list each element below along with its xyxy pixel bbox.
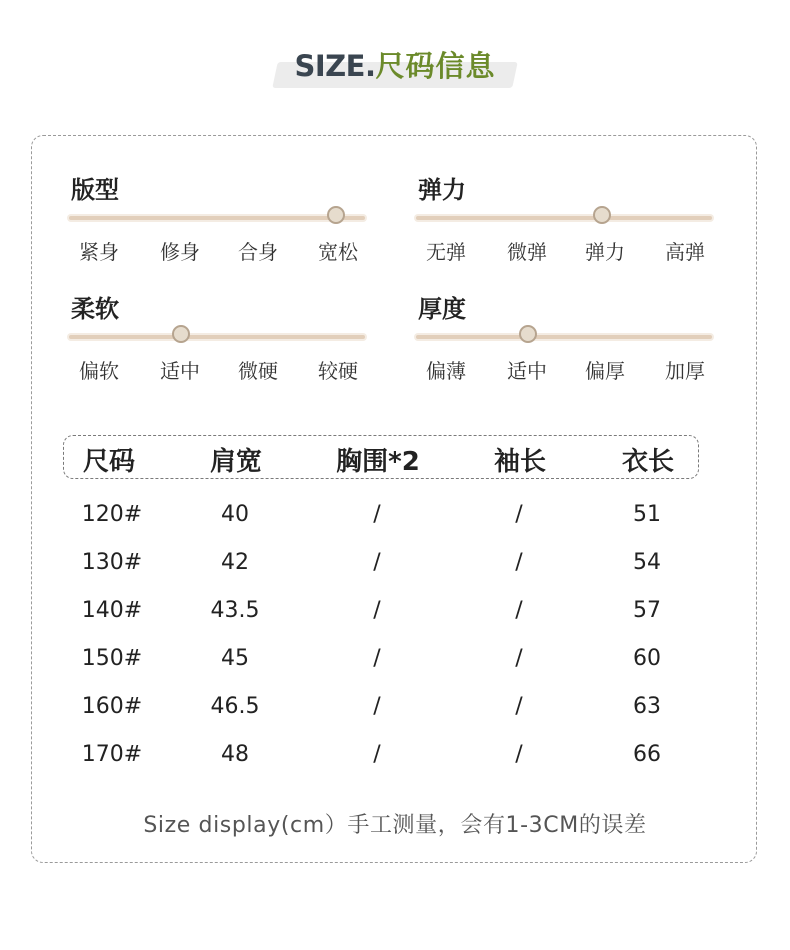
table-cell: 63	[633, 694, 661, 719]
attribute-option: 弹力	[585, 240, 625, 264]
attribute-track	[67, 214, 367, 222]
attribute-option: 偏厚	[585, 359, 625, 383]
table-cell: 66	[633, 742, 661, 767]
table-cell: 120#	[81, 502, 143, 527]
attribute-name: 弹力	[418, 176, 466, 204]
attribute-option: 加厚	[665, 359, 705, 383]
column-header-length: 衣长	[621, 447, 674, 477]
table-cell: 160#	[81, 694, 143, 719]
attribute-track	[67, 333, 367, 341]
table-cell: 40	[221, 502, 249, 527]
attribute-options	[67, 236, 367, 262]
attribute-name: 厚度	[418, 295, 466, 323]
table-row	[0, 502, 790, 538]
table-row	[0, 694, 790, 730]
attribute-name: 版型	[71, 176, 119, 204]
table-row	[0, 646, 790, 682]
attribute-option: 偏薄	[426, 359, 466, 383]
column-header-sleeve: 袖长	[493, 447, 546, 477]
attribute-knob	[327, 206, 345, 224]
table-cell: 150#	[81, 646, 143, 671]
table-cell: 43.5	[210, 598, 260, 623]
table-cell: 57	[633, 598, 661, 623]
table-cell: 54	[633, 550, 661, 575]
table-cell: /	[373, 742, 381, 767]
attribute-option: 宽松	[318, 240, 358, 264]
table-cell: /	[515, 742, 523, 767]
attribute-options	[67, 355, 367, 381]
column-header-chest: 胸围*2	[336, 447, 420, 477]
attribute-track	[414, 333, 714, 341]
table-cell: 60	[633, 646, 661, 671]
table-row	[0, 742, 790, 778]
table-cell: /	[373, 646, 381, 671]
table-cell: 140#	[81, 598, 143, 623]
attribute-knob	[172, 325, 190, 343]
table-cell: /	[373, 550, 381, 575]
size-table-header	[63, 435, 699, 479]
table-cell: /	[373, 694, 381, 719]
column-header-size: 尺码	[82, 447, 135, 477]
attribute-option: 无弹	[426, 240, 466, 264]
table-cell: /	[373, 502, 381, 527]
attribute-option: 较硬	[318, 359, 358, 383]
attribute-option: 适中	[160, 359, 200, 383]
column-header-shoulder: 肩宽	[209, 447, 262, 477]
table-cell: 45	[221, 646, 249, 671]
table-cell: 170#	[81, 742, 143, 767]
attribute-option: 微弹	[507, 240, 547, 264]
page-title-cn: 尺码信息	[375, 49, 496, 83]
attribute-track	[414, 214, 714, 222]
page-title-en: SIZE.	[294, 49, 376, 83]
attribute-options	[414, 355, 714, 381]
page-title	[0, 44, 790, 85]
table-cell: /	[515, 598, 523, 623]
attribute-option: 紧身	[79, 240, 119, 264]
attribute-knob	[593, 206, 611, 224]
table-cell: 46.5	[210, 694, 260, 719]
attribute-option: 合身	[238, 240, 278, 264]
table-row	[0, 550, 790, 586]
attribute-option: 修身	[160, 240, 200, 264]
table-row	[0, 598, 790, 634]
table-cell: /	[515, 550, 523, 575]
attribute-options	[414, 236, 714, 262]
attribute-knob	[519, 325, 537, 343]
table-cell: /	[515, 502, 523, 527]
table-cell: /	[373, 598, 381, 623]
attribute-option: 适中	[507, 359, 547, 383]
table-cell: 51	[633, 502, 661, 527]
table-cell: 42	[221, 550, 249, 575]
table-cell: /	[515, 694, 523, 719]
measurement-note: Size display(cm）手工测量，会有1-3CM的误差	[143, 813, 647, 838]
attribute-name: 柔软	[71, 295, 119, 323]
table-cell: /	[515, 646, 523, 671]
attribute-option: 高弹	[665, 240, 705, 264]
attribute-option: 偏软	[79, 359, 119, 383]
table-cell: 48	[221, 742, 249, 767]
attribute-option: 微硬	[238, 359, 278, 383]
table-cell: 130#	[81, 550, 143, 575]
